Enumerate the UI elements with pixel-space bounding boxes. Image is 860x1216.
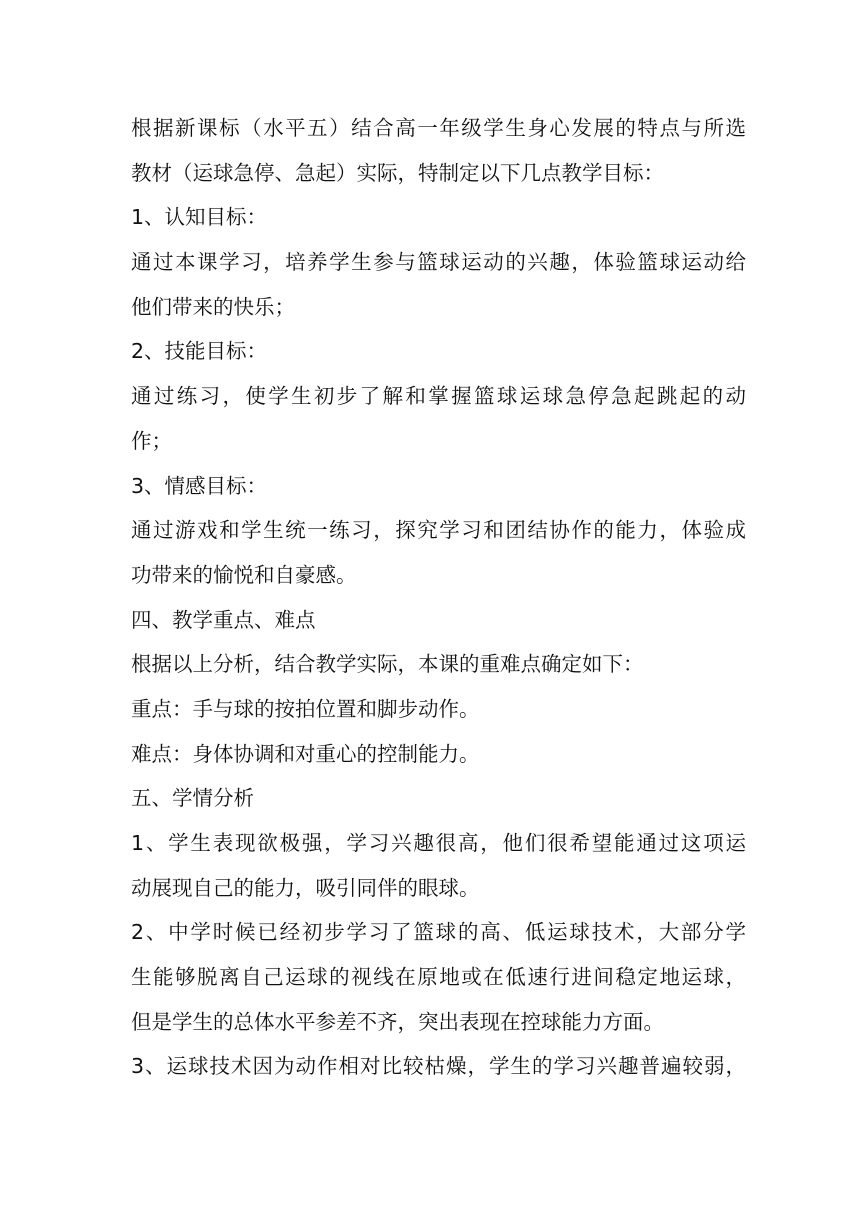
- paragraph-line: 通过本课学习，培养学生参与篮球运动的兴趣，体验篮球运动给: [131, 250, 746, 275]
- paragraph-line: 功带来的愉悦和自豪感。: [131, 562, 357, 587]
- document-body: [131, 106, 746, 1089]
- section-heading: 五、学情分析: [131, 786, 254, 811]
- section-heading: 3、情感目标：: [131, 473, 268, 498]
- paragraph-line: 难点：身体协调和对重心的控制能力。: [131, 741, 480, 766]
- paragraph-line: 重点：手与球的按拍位置和脚步动作。: [131, 696, 480, 721]
- paragraph-line: 2、中学时候已经初步学习了篮球的高、低运球技术，大部分学: [131, 920, 746, 945]
- section-heading: 2、技能目标：: [131, 339, 268, 364]
- paragraph-line: 通过游戏和学生统一练习，探究学习和团结协作的能力，体验成: [131, 518, 746, 543]
- section-heading: 四、教学重点、难点: [131, 607, 316, 632]
- paragraph-line: 3、运球技术因为动作相对比较枯燥，学生的学习兴趣普遍较弱，: [131, 1054, 746, 1079]
- paragraph-line: 作；: [131, 428, 172, 453]
- paragraph-line: 他们带来的快乐；: [131, 294, 295, 319]
- paragraph-line: 动展现自己的能力，吸引同伴的眼球。: [131, 875, 480, 900]
- paragraph-line: 根据以上分析，结合教学实际，本课的重难点确定如下：: [131, 652, 644, 677]
- paragraph-line: 教材（运球急停、急起）实际，特制定以下几点教学目标：: [131, 160, 664, 185]
- paragraph-line: 通过练习，使学生初步了解和掌握篮球运球急停急起跳起的动: [131, 384, 746, 409]
- paragraph-line: 但是学生的总体水平参差不齐，突出表现在控球能力方面。: [131, 1009, 664, 1034]
- paragraph-line: 1、学生表现欲极强，学习兴趣很高，他们很希望能通过这项运: [131, 831, 746, 855]
- section-heading: 1、认知目标：: [131, 205, 268, 230]
- paragraph-line: 生能够脱离自己运球的视线在原地或在低速行进间稳定地运球，: [131, 965, 746, 990]
- paragraph-line: 根据新课标（水平五）结合高一年级学生身心发展的特点与所选: [131, 116, 746, 140]
